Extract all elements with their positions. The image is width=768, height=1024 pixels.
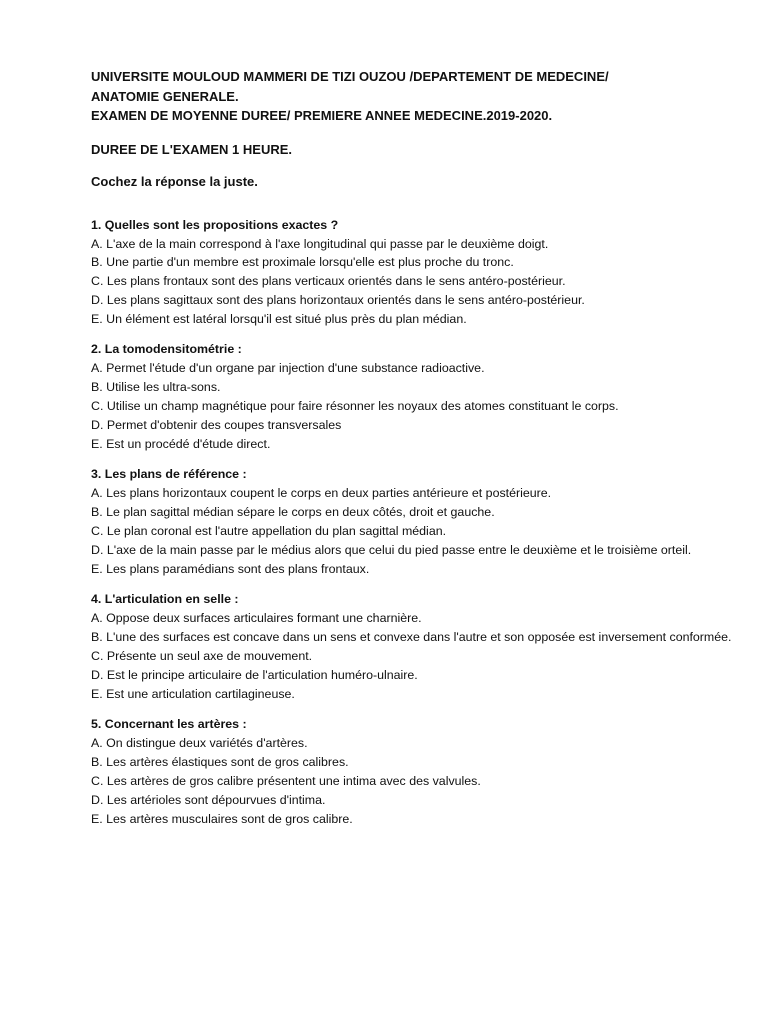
- answer-option-a: A. On distingue deux variétés d'artères.: [91, 736, 308, 751]
- question-2: [91, 340, 741, 453]
- question-1: [91, 216, 741, 329]
- answer-option-b: B. L'une des surfaces est concave dans un sens et convexe dans l'autre et son opposée est inversement conformée.: [91, 630, 732, 645]
- answer-option-a: A. Oppose deux surfaces articulaires formant une charnière.: [91, 611, 422, 626]
- answer-option-a: A. Permet l'étude d'un organe par injection d'une substance radioactive.: [91, 361, 485, 376]
- question-title: 4. L'articulation en selle :: [91, 592, 239, 607]
- answer-option-c: C. Les artères de gros calibre présentent une intima avec des valvules.: [91, 774, 481, 789]
- header-exam-line: EXAMEN DE MOYENNE DUREE/ PREMIERE ANNEE MEDECINE.2019-2020.: [91, 108, 553, 123]
- exam-duration: DUREE DE L'EXAMEN 1 HEURE.: [91, 141, 293, 157]
- answer-option-e: E. Les artères musculaires sont de gros calibre.: [91, 811, 353, 826]
- answer-option-c: C. Le plan coronal est l'autre appellation du plan sagittal médian.: [91, 524, 447, 539]
- answer-option-b: B. Les artères élastiques sont de gros calibres.: [91, 755, 349, 770]
- answer-option-e: E. Un élément est latéral lorsqu'il est situé plus près du plan médian.: [91, 311, 467, 326]
- question-3: [91, 465, 741, 578]
- question-title: 3. Les plans de référence :: [91, 467, 247, 482]
- question-5: [91, 715, 741, 828]
- answer-option-a: A. Les plans horizontaux coupent le corps en deux parties antérieure et postérieure.: [91, 486, 552, 501]
- answer-option-d: D. Les artérioles sont dépourvues d'intima.: [91, 792, 326, 807]
- answer-option-d: D. Permet d'obtenir des coupes transversales: [91, 417, 342, 432]
- answer-option-c: C. Les plans frontaux sont des plans verticaux orientés dans le sens antéro-postérieur.: [91, 274, 566, 289]
- question-title: 1. Quelles sont les propositions exactes ?: [91, 217, 339, 232]
- answer-option-d: D. L'axe de la main passe par le médius alors que celui du pied passe entre le deuxième et le troisième orteil.: [91, 542, 692, 557]
- answer-option-e: E. Est un procédé d'étude direct.: [91, 436, 271, 451]
- answer-option-a: A. L'axe de la main correspond à l'axe longitudinal qui passe par le deuxième doigt.: [91, 236, 549, 251]
- header-subject-line: ANATOMIE GENERALE.: [91, 88, 239, 104]
- header-university-line: UNIVERSITE MOULOUD MAMMERI DE TIZI OUZOU /DEPARTEMENT DE MEDECINE/: [91, 69, 609, 84]
- answer-option-b: B. Une partie d'un membre est proximale lorsqu'elle est plus proche du tronc.: [91, 255, 514, 270]
- answer-option-b: B. Le plan sagittal médian sépare le corps en deux côtés, droit et gauche.: [91, 505, 495, 520]
- answer-option-e: E. Les plans paramédians sont des plans frontaux.: [91, 561, 370, 576]
- answer-option-d: D. Est le principe articulaire de l'articulation huméro-ulnaire.: [91, 667, 418, 682]
- answer-option-c: C. Utilise un champ magnétique pour faire résonner les noyaux des atomes constituant le corps.: [91, 399, 619, 414]
- question-title: 2. La tomodensitométrie :: [91, 342, 242, 357]
- answer-option-c: C. Présente un seul axe de mouvement.: [91, 649, 313, 664]
- questions-list: [91, 216, 741, 829]
- exam-instruction: Cochez la réponse la juste.: [91, 173, 258, 189]
- question-4: [91, 590, 741, 703]
- exam-document: [91, 67, 741, 840]
- answer-option-e: E. Est une articulation cartilagineuse.: [91, 686, 295, 701]
- answer-option-d: D. Les plans sagittaux sont des plans horizontaux orientés dans le sens antéro-postérieur.: [91, 292, 585, 307]
- answer-option-b: B. Utilise les ultra-sons.: [91, 380, 221, 395]
- question-title: 5. Concernant les artères :: [91, 717, 247, 732]
